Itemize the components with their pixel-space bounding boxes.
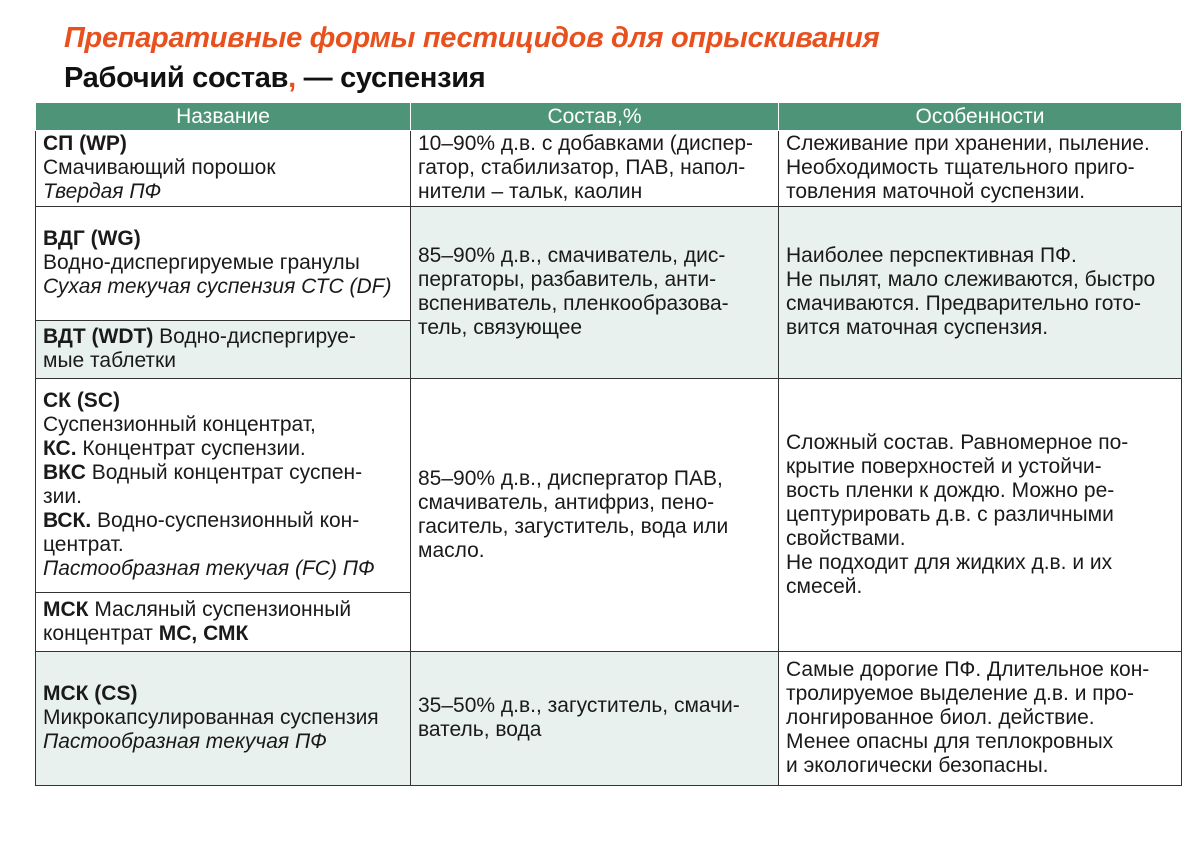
code-cs: МСК (CS) bbox=[43, 682, 138, 705]
composition-line: вспениватель, пленкообразова- bbox=[418, 292, 729, 315]
features-line: лонгированное биол. действие. bbox=[786, 706, 1095, 729]
vks-line bbox=[43, 461, 403, 485]
table-row-sp bbox=[36, 131, 1182, 207]
features-line: вость пленки к дождю. Можно ре- bbox=[786, 478, 1115, 502]
cell-composition-cs bbox=[411, 652, 779, 786]
form-cs: Пастообразная текучая ПФ bbox=[43, 730, 327, 753]
form-vdg: Сухая текучая суспензия СТС (DF) bbox=[43, 275, 392, 298]
msk-line-2 bbox=[43, 622, 403, 646]
table-row-cs bbox=[36, 652, 1182, 786]
header-features: Особенности bbox=[779, 103, 1182, 131]
name-vdt-1: Водно-диспергируе- bbox=[153, 325, 356, 348]
composition-line: 10–90% д.в. с добавками (диспер- bbox=[418, 132, 753, 155]
form-sp: Твердая ПФ bbox=[43, 180, 162, 203]
features-line: товления маточной суспензии. bbox=[786, 180, 1086, 203]
features-line: тролируемое выделение д.в. и про- bbox=[786, 682, 1134, 705]
cell-name-cs bbox=[36, 652, 411, 786]
name-sp: Смачивающий порошок bbox=[43, 156, 276, 179]
table-row-vdg bbox=[36, 207, 1182, 321]
cell-composition-sk bbox=[411, 379, 779, 652]
features-line: Необходимость тщательного приго- bbox=[786, 156, 1135, 179]
features-line: и экологически безопасны. bbox=[786, 754, 1049, 777]
composition-line: 85–90% д.в., диспергатор ПАВ, bbox=[418, 466, 723, 490]
features-line: Менее опасны для теплокровных bbox=[786, 730, 1114, 753]
composition-line: гатор, стабилизатор, ПАВ, напол- bbox=[418, 156, 746, 179]
features-line: вится маточная суспензия. bbox=[786, 316, 1049, 339]
vdt-line-1 bbox=[43, 325, 403, 349]
form-sk: Пастообразная текучая (FC) ПФ bbox=[43, 557, 375, 580]
composition-line: пергаторы, разбавитель, анти- bbox=[418, 268, 717, 291]
code-sk: СК (SC) bbox=[43, 389, 120, 412]
name-vdt-2: мые таблетки bbox=[43, 349, 176, 372]
cell-name-vdt bbox=[36, 321, 411, 379]
header-name: Название bbox=[36, 103, 411, 131]
msk-line-1 bbox=[43, 598, 403, 622]
name-sk: Суспензионный концентрат, bbox=[43, 413, 316, 436]
composition-line: смачиватель, антифриз, пено- bbox=[418, 490, 715, 514]
composition-line: гаситель, загуститель, вода или bbox=[418, 514, 729, 538]
table-row-sk bbox=[36, 379, 1182, 593]
features-line: свойствами. bbox=[786, 526, 906, 550]
cell-composition-sp bbox=[411, 131, 779, 207]
cell-name-msk bbox=[36, 593, 411, 652]
name-cs: Микрокапсулированная суспензия bbox=[43, 706, 379, 729]
subtitle-text-before: Рабочий состав bbox=[64, 62, 289, 94]
code-msk: МСК bbox=[43, 597, 89, 621]
name-ks: Концентрат суспензии. bbox=[76, 437, 306, 460]
name-vsk-2: центрат. bbox=[43, 533, 124, 556]
name-msk-2: концентрат bbox=[43, 621, 159, 645]
cell-features-sp bbox=[779, 131, 1182, 207]
composition-line: ватель, вода bbox=[418, 718, 542, 741]
name-vsk-1: Водно-суспензионный кон- bbox=[91, 509, 360, 532]
features-line: Слеживание при хранении, пыление. bbox=[786, 132, 1150, 155]
cell-features-vdg bbox=[779, 207, 1182, 379]
cell-features-sk bbox=[779, 379, 1182, 652]
subtitle-mark: , bbox=[288, 62, 296, 94]
vsk-line bbox=[43, 509, 403, 533]
code-vdg: ВДГ (WG) bbox=[43, 227, 141, 250]
page-title: Препаративные формы пестицидов для опрыскивания bbox=[64, 22, 880, 54]
features-line: смачиваются. Предварительно гото- bbox=[786, 292, 1142, 315]
features-line: смесей. bbox=[786, 574, 863, 598]
name-vks-2: зии. bbox=[43, 485, 82, 508]
code-ks: КС. bbox=[43, 437, 77, 460]
code-vsk: ВСК. bbox=[43, 509, 92, 532]
cell-name-vdg bbox=[36, 207, 411, 321]
features-line: Не пылят, мало слеживаются, быстро bbox=[786, 268, 1156, 291]
features-line: Наиболее перспективная ПФ. bbox=[786, 244, 1077, 267]
code-sp: СП (WP) bbox=[43, 132, 127, 155]
features-line: Не подходит для жидких д.в. и их bbox=[786, 550, 1113, 574]
ks-line bbox=[43, 437, 403, 461]
page-subtitle bbox=[64, 62, 485, 95]
cell-name-sp bbox=[36, 131, 411, 207]
composition-line: 85–90% д.в., смачиватель, дис- bbox=[418, 244, 726, 267]
formulations-table bbox=[35, 102, 1182, 786]
features-line: цептурировать д.в. с различными bbox=[786, 502, 1114, 526]
composition-line: тель, связующее bbox=[418, 316, 583, 339]
code-vks: ВКС bbox=[43, 461, 86, 484]
name-vdg: Водно-диспергируемые гранулы bbox=[43, 251, 360, 274]
features-line: Сложный состав. Равномерное по- bbox=[786, 430, 1129, 454]
composition-line: 35–50% д.в., загуститель, смачи- bbox=[418, 694, 740, 717]
header-composition: Состав,% bbox=[411, 103, 779, 131]
table-header-row bbox=[36, 103, 1182, 131]
name-vks-1: Водный концентрат суспен- bbox=[85, 461, 363, 484]
features-line: крытие поверхностей и устойчи- bbox=[786, 454, 1102, 478]
composition-line: масло. bbox=[418, 538, 485, 562]
subtitle-text-after: — суспензия bbox=[295, 62, 486, 94]
code-msk-alt: МС, СМК bbox=[158, 621, 249, 645]
cell-features-cs bbox=[779, 652, 1182, 786]
cell-composition-vdg bbox=[411, 207, 779, 379]
cell-name-sk bbox=[36, 379, 411, 593]
composition-line: нители – тальк, каолин bbox=[418, 180, 643, 203]
features-line: Самые дорогие ПФ. Длительное кон- bbox=[786, 658, 1150, 681]
name-msk-1: Масляный суспензионный bbox=[88, 597, 352, 621]
code-vdt: ВДТ (WDT) bbox=[43, 325, 154, 348]
